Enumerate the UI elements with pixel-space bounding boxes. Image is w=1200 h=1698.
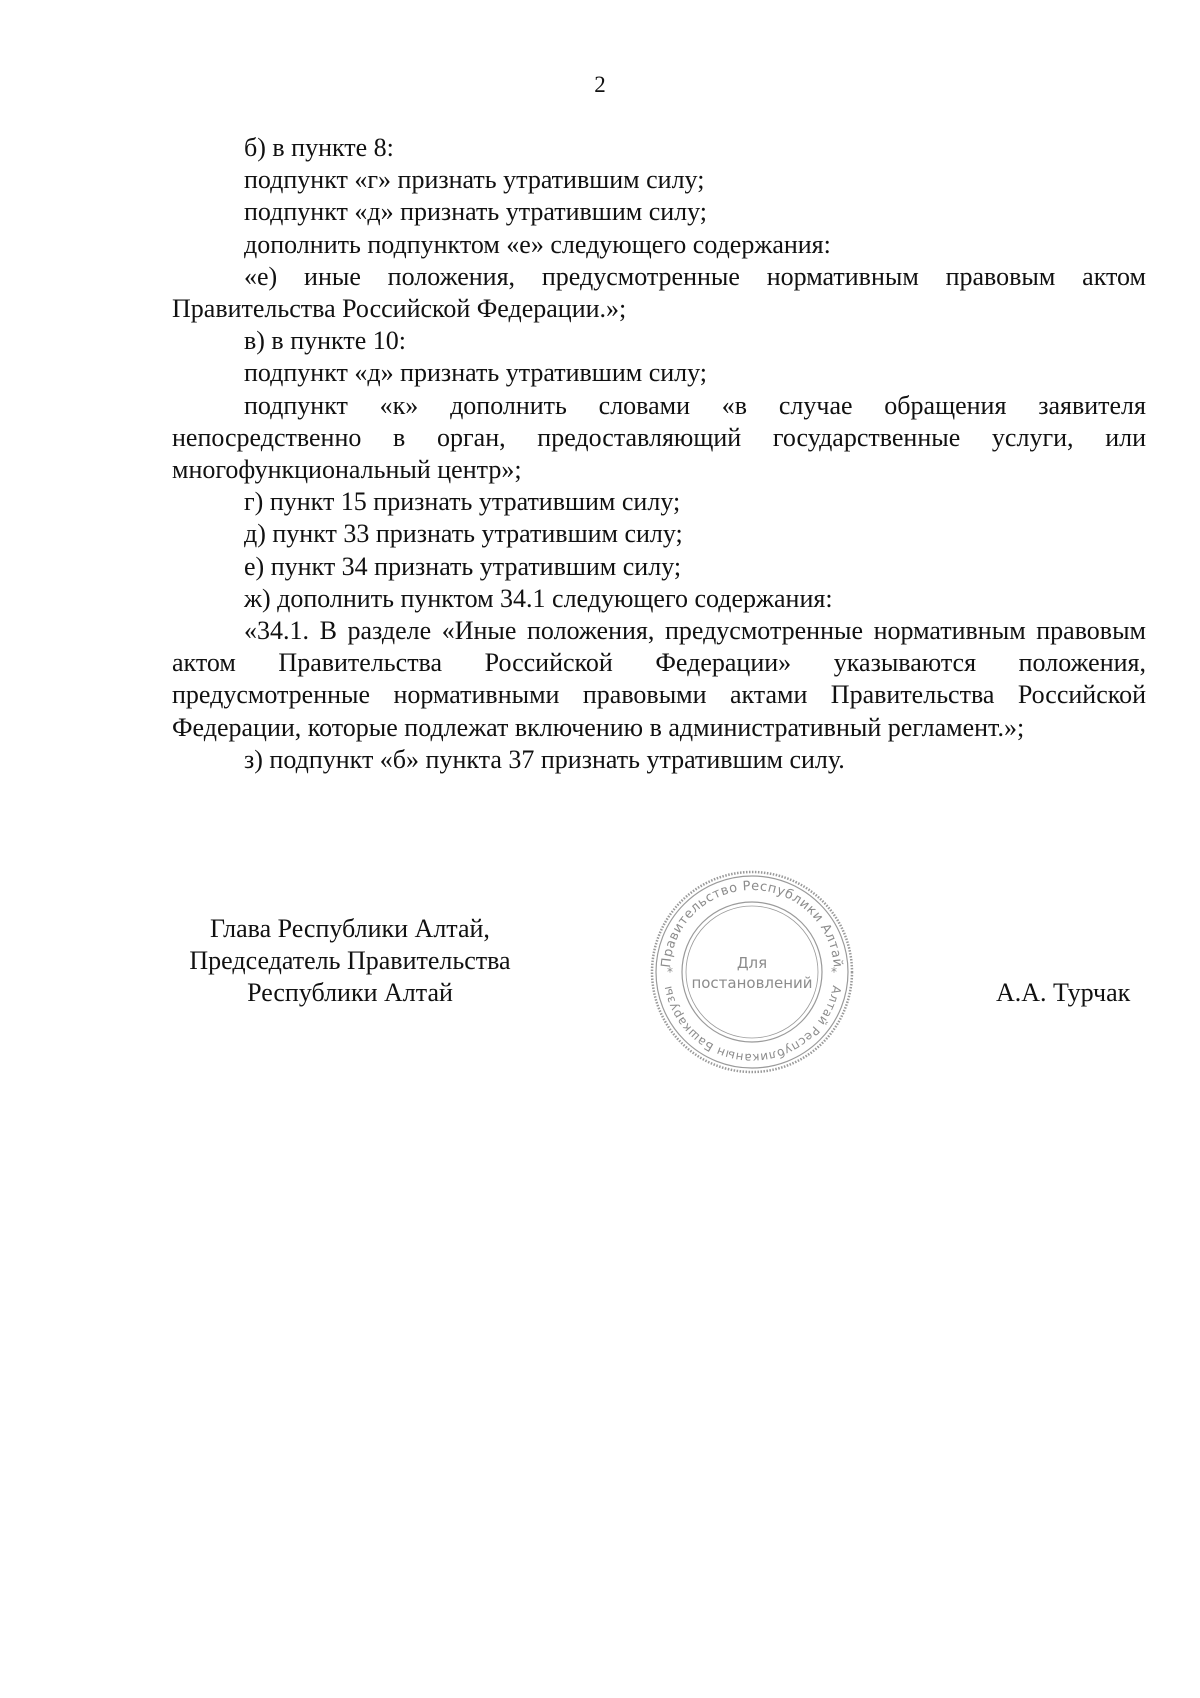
paragraph: з) подпункт «б» пункта 37 признать утратившим силу. (244, 744, 845, 774)
signatory-title-line: Глава Республики Алтай, (210, 914, 490, 943)
paragraph: ж) дополнить пунктом 34.1 следующего содержания: (244, 583, 833, 613)
paragraph: е) пункт 34 признать утратившим силу; (244, 551, 682, 581)
paragraph: г) пункт 15 признать утратившим силу; (244, 487, 681, 517)
signer-name: А.А. Турчак (996, 978, 1131, 1007)
paragraph: подпункт «к» дополнить словами «в случае обращения заявителя непосредственно в орган, предоставляющий государственные услуги, или многофункциональный центр»; (172, 390, 1146, 485)
svg-text:*: * (667, 965, 673, 979)
paragraph: подпункт «д» признать утратившим силу; (244, 197, 707, 227)
document-body (172, 132, 1146, 776)
svg-text:*: * (831, 965, 837, 979)
signatory-title-line: Республики Алтай (247, 978, 453, 1008)
seal-outer-text: Правительство Республики Алтай (659, 878, 845, 969)
seal-inner-text: Алтай Республиканын Башкарузы (660, 984, 844, 1066)
paragraph: «е) иные положения, предусмотренные нормативным правовым актом Правительства Российской Федерации.»; (172, 261, 1146, 324)
page-number: 2 (594, 72, 606, 97)
signatory-title-line: Председатель Правительства (189, 946, 511, 976)
official-seal (648, 868, 856, 1076)
paragraph: в) в пункте 10: (244, 326, 406, 356)
paragraph: д) пункт 33 признать утратившим силу; (244, 519, 683, 549)
paragraph: «34.1. В разделе «Иные положения, предусмотренные нормативным правовым актом Правительства Российской Федерации» указываются положения, предусмотренные нормативными правовыми актами Правительства Российской Федерации, которые подлежат включению в административный регламент.»; (172, 616, 1146, 742)
paragraph: дополнить подпунктом «е» следующего содержания: (244, 229, 831, 259)
seal-center-line: постановлений (691, 974, 813, 992)
svg-text:Алтай Республиканын Башкарузы (660, 984, 844, 1065)
seal-center-line: Для (736, 954, 768, 972)
paragraph: подпункт «д» признать утратившим силу; (244, 358, 707, 388)
paragraph: подпункт «г» признать утратившим силу; (244, 165, 705, 195)
paragraph: б) в пункте 8: (244, 133, 394, 162)
signatory-title (172, 913, 528, 1010)
